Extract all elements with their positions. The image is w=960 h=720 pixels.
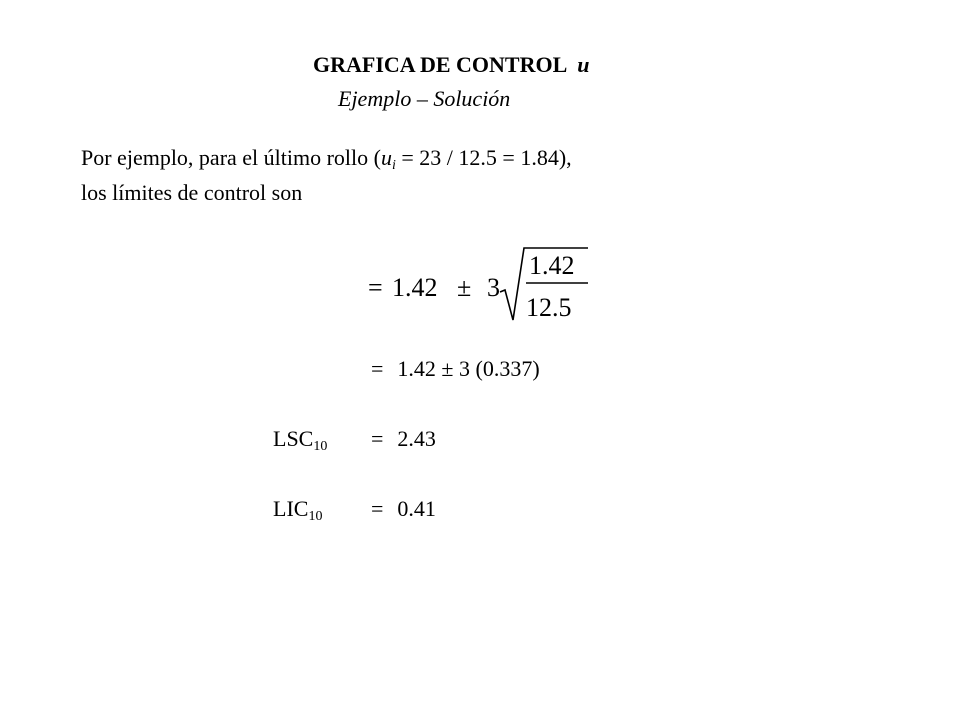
lic-value-line	[371, 496, 436, 522]
lic-value: 0.41	[397, 496, 436, 521]
formula-equals: =	[368, 273, 383, 302]
result-equals: =	[371, 356, 384, 381]
result-line	[371, 356, 540, 382]
title-text: GRAFICA DE CONTROL	[313, 52, 568, 77]
formula-numerator: 1.42	[529, 251, 575, 280]
page-subtitle: Ejemplo – Solución	[338, 86, 511, 111]
lic-label: $LIC_{10}$	[273, 496, 323, 524]
page-title	[313, 52, 590, 78]
title-variable: u	[577, 52, 590, 77]
result-expression: 1.42 ± 3 (0.337)	[397, 356, 540, 381]
control-limit-formula	[366, 246, 596, 324]
formula-plus-minus: ±	[457, 273, 472, 302]
intro-line-1-post: = 23 / 12.5 = 1.84),	[395, 145, 572, 170]
lsc-equals: =	[371, 426, 384, 451]
intro-variable-subscript: i	[392, 158, 396, 173]
intro-line-2: los límites de control son	[81, 180, 303, 205]
intro-line-1	[81, 145, 572, 171]
lic-equals: =	[371, 496, 384, 521]
intro-line-1-pre: Por ejemplo, para el último rollo (	[81, 145, 381, 170]
formula-k: 3	[487, 273, 500, 302]
intro-variable: u	[381, 145, 392, 170]
formula-center-value: 1.42	[392, 273, 438, 302]
lsc-label: $LSC_{10}$	[273, 426, 328, 454]
lsc-value: 2.43	[397, 426, 436, 451]
lsc-value-line	[371, 426, 436, 452]
formula-denominator: 12.5	[526, 293, 572, 322]
